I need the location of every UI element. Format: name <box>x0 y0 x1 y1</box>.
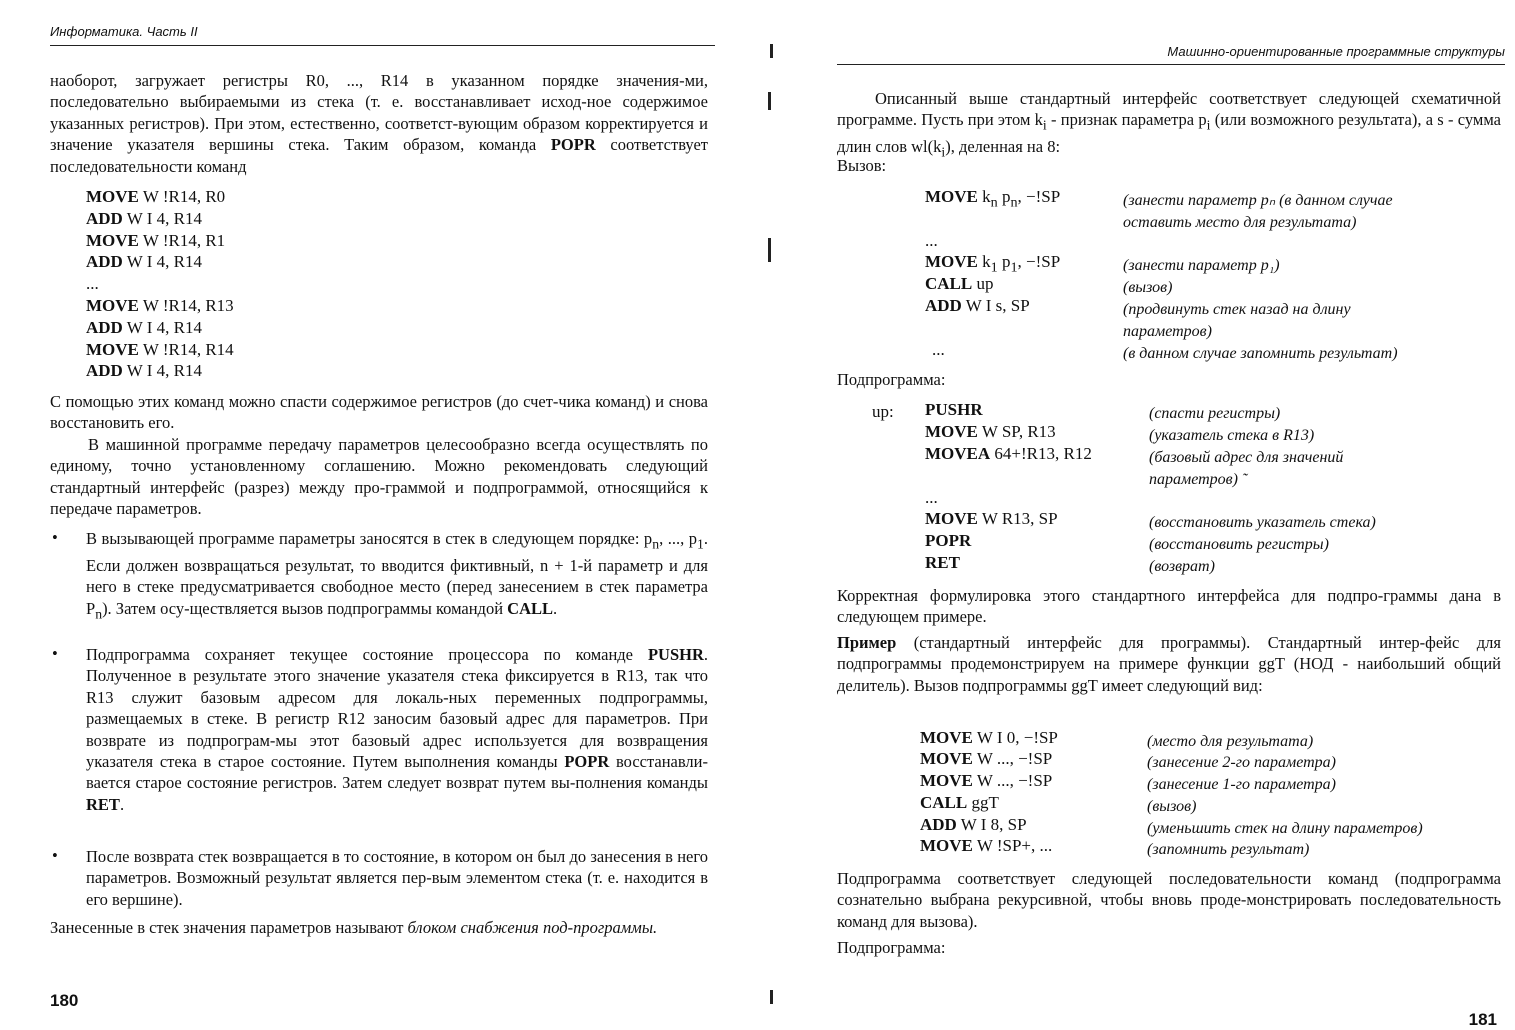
code-line: PUSHR <box>925 400 983 419</box>
paragraph-scheme-intro: Описанный выше стандартный интерфейс соответствует следующей схематичной программе. Пусть при этом $k_i$ - признак параметра $p_i$ (или возможного результата), а s - сумма длин слов $wl(k_i)$, деленная на 8: <box>837 89 1501 160</box>
code-comment: (продвинуть стек назад на длину параметров) <box>1123 301 1351 340</box>
code-comment: (возврат) <box>1149 558 1215 575</box>
code-line: ADD W I 4, R14 <box>86 208 203 228</box>
entry-label: up: <box>872 402 894 421</box>
code-comment: (в данном случае запомнить результат) <box>1123 345 1398 362</box>
code-comment: (указатель стека в R13) <box>1149 427 1315 444</box>
code-line: MOVE W ..., −!SP <box>920 749 1053 768</box>
code-line: ADD W I 4, R14 <box>86 252 203 272</box>
page-number-left: 180 <box>50 991 79 1010</box>
code-line: ... <box>86 274 99 294</box>
code-line: MOVE W !SP+, ... <box>920 836 1053 855</box>
code-comment: (место для результата) <box>1147 733 1314 750</box>
paragraph-parameter-block: Занесенные в стек значения параметров называют блоком снабжения под-программы. <box>50 918 658 937</box>
code-comment: (занести параметр pₙ (в данном случае оставить место для результата) <box>1123 192 1393 231</box>
code-line: MOVEA 64+!R13, R12 <box>925 444 1092 463</box>
running-header-right: Машинно-ориентированные программные структуры <box>1167 44 1505 59</box>
code-line: ADD W I s, SP <box>925 296 1030 315</box>
code-line: MOVE W ..., −!SP <box>920 771 1053 790</box>
code-block-popr <box>86 186 234 382</box>
code-line: POPR <box>925 531 972 550</box>
code-line: ... <box>925 231 938 250</box>
code-line: ADD W I 4, R14 <box>86 317 203 337</box>
subroutine-label-2: Подпрограмма: <box>837 938 946 957</box>
right-page <box>757 0 1515 1029</box>
code-line: MOVE $k_n$ $p_n$, −!SP <box>925 187 1061 211</box>
code-line: MOVE W !R14, R0 <box>86 187 226 206</box>
code-line: MOVE W !R14, R14 <box>86 339 234 359</box>
code-line: CALL ggT <box>920 793 999 812</box>
code-comment: (восстановить указатель стека) <box>1149 514 1376 531</box>
code-comment: (занесение 2-го параметра) <box>1147 754 1336 771</box>
code-comment: (восстановить регистры) <box>1149 536 1329 553</box>
code-comment: (занесение 1-го параметра) <box>1147 776 1336 793</box>
header-rule-left <box>50 45 715 46</box>
paragraph-example: Пример (стандартный интерфейс для программы). Стандартный интер-фейс для подпрограммы продемонстрируем на примере функции ggT (НОД - наибольший общий делитель). Вызов подпрограммы ggT имеет следующий вид: <box>837 633 1501 695</box>
code-comment: (вызов) <box>1123 279 1173 296</box>
code-comment: (спасти регистры) <box>1149 405 1281 422</box>
code-comment: (занести параметр p₁) <box>1123 257 1280 274</box>
bullet-item-3: После возврата стек возвращается в то состояние, в котором он был до занесения в него параметров. Возможный результат является пер-вым элементом стека (т. е. находится в его вершине). <box>86 847 708 909</box>
code-line: MOVE W !R14, R1 <box>86 230 226 250</box>
bullet-marker: • <box>52 528 58 547</box>
code-line: MOVE $k_1$ $p_1$, −!SP <box>925 252 1061 276</box>
page-number-right: 181 <box>1468 1010 1497 1029</box>
code-line: ADD W I 4, R14 <box>86 361 203 381</box>
bullet-marker: • <box>52 846 58 865</box>
code-line: ADD W I 8, SP <box>920 815 1027 834</box>
code-line: MOVE W SP, R13 <box>925 422 1056 441</box>
code-line: RET <box>925 553 960 572</box>
header-rule-right <box>837 64 1505 65</box>
bullet-marker: • <box>52 644 58 663</box>
bullet-item-1: В вызывающей программе параметры заносятся в стек в следующем порядке: $p_n$, ..., $p_1$. Если должен возвращаться результат, то вводится фиктивный, n + 1-й параметр и для него в стеке предусматривается свободное место (перед занесением в стек параметра $P_n$). Затем осу-ществляется вызов подпрограммы командой CALL. <box>86 529 708 621</box>
code-line: MOVE W I 0, −!SP <box>920 728 1058 747</box>
code-line: CALL up <box>925 274 994 293</box>
code-line: ... <box>932 340 945 359</box>
paragraph-subroutine-sequence: Подпрограмма соответствует следующей последовательности команд (подпрограмма сознательно выбрана рекурсивной, чтобы вновь проде-монстрировать последовательность команд для вызова). <box>837 869 1501 931</box>
subroutine-label: Подпрограмма: <box>837 370 946 389</box>
paragraph-popr: наоборот, загружает регистры R0, ..., R14 в указанном порядке значения-ми, последовательно выбираемыми из стека (т. е. восстанавливает исход-ное содержимое указанных регистров). При этом, естественно, соответст-вующим образом корректируется и значение указателя вершины стека. Таким образом, команда POPR соответствует последовательности команд <box>50 71 708 176</box>
paragraph-interface-intro: В машинной программе передачу параметров целесообразно всегда осуществлять по единому, точно установленному соглашению. Можно рекомендовать следующий стандартный интерфейс (разрез) между про-граммой и подпрограммой, относящийся к передаче параметров. <box>50 435 708 519</box>
code-line: ... <box>925 488 938 507</box>
code-comment: (запомнить результат) <box>1147 841 1310 858</box>
paragraph-correct-formulation: Корректная формулировка этого стандартного интерфейса для подпро-граммы дана в следующем примере. <box>837 586 1501 627</box>
call-label: Вызов: <box>837 156 887 175</box>
paragraph-save-registers: С помощью этих команд можно спасти содержимое регистров (до счет-чика команд) и снова восстановить его. <box>50 392 708 433</box>
running-header-left: Информатика. Часть II <box>50 24 198 39</box>
code-comment: (уменьшить стек на длину параметров) <box>1147 820 1423 837</box>
code-comment: (вызов) <box>1147 798 1197 815</box>
code-line: MOVE W !R14, R13 <box>86 295 234 315</box>
code-comment: (базовый адрес для значений параметров) ˜ <box>1149 449 1344 488</box>
code-line: MOVE W R13, SP <box>925 509 1058 528</box>
left-page <box>0 0 757 1029</box>
bullet-item-2: Подпрограмма сохраняет текущее состояние процессора по команде PUSHR. Полученное в результате этого значение указателя стека фиксируется в R13, так что R13 служит базовым адресом для локаль-ных переменных подпрограммы, размещаемых в стеке. В регистр R12 заносим базовый адрес для параметров. При возврате из подпрограм-мы этот базовый адрес используется для возвращения указателя стека в старое состояние. Путем выполнения команды POPR восстанавли-вается старое состояние регистров. Затем следует возврат путем вы-полнения команды RET. <box>86 645 708 814</box>
